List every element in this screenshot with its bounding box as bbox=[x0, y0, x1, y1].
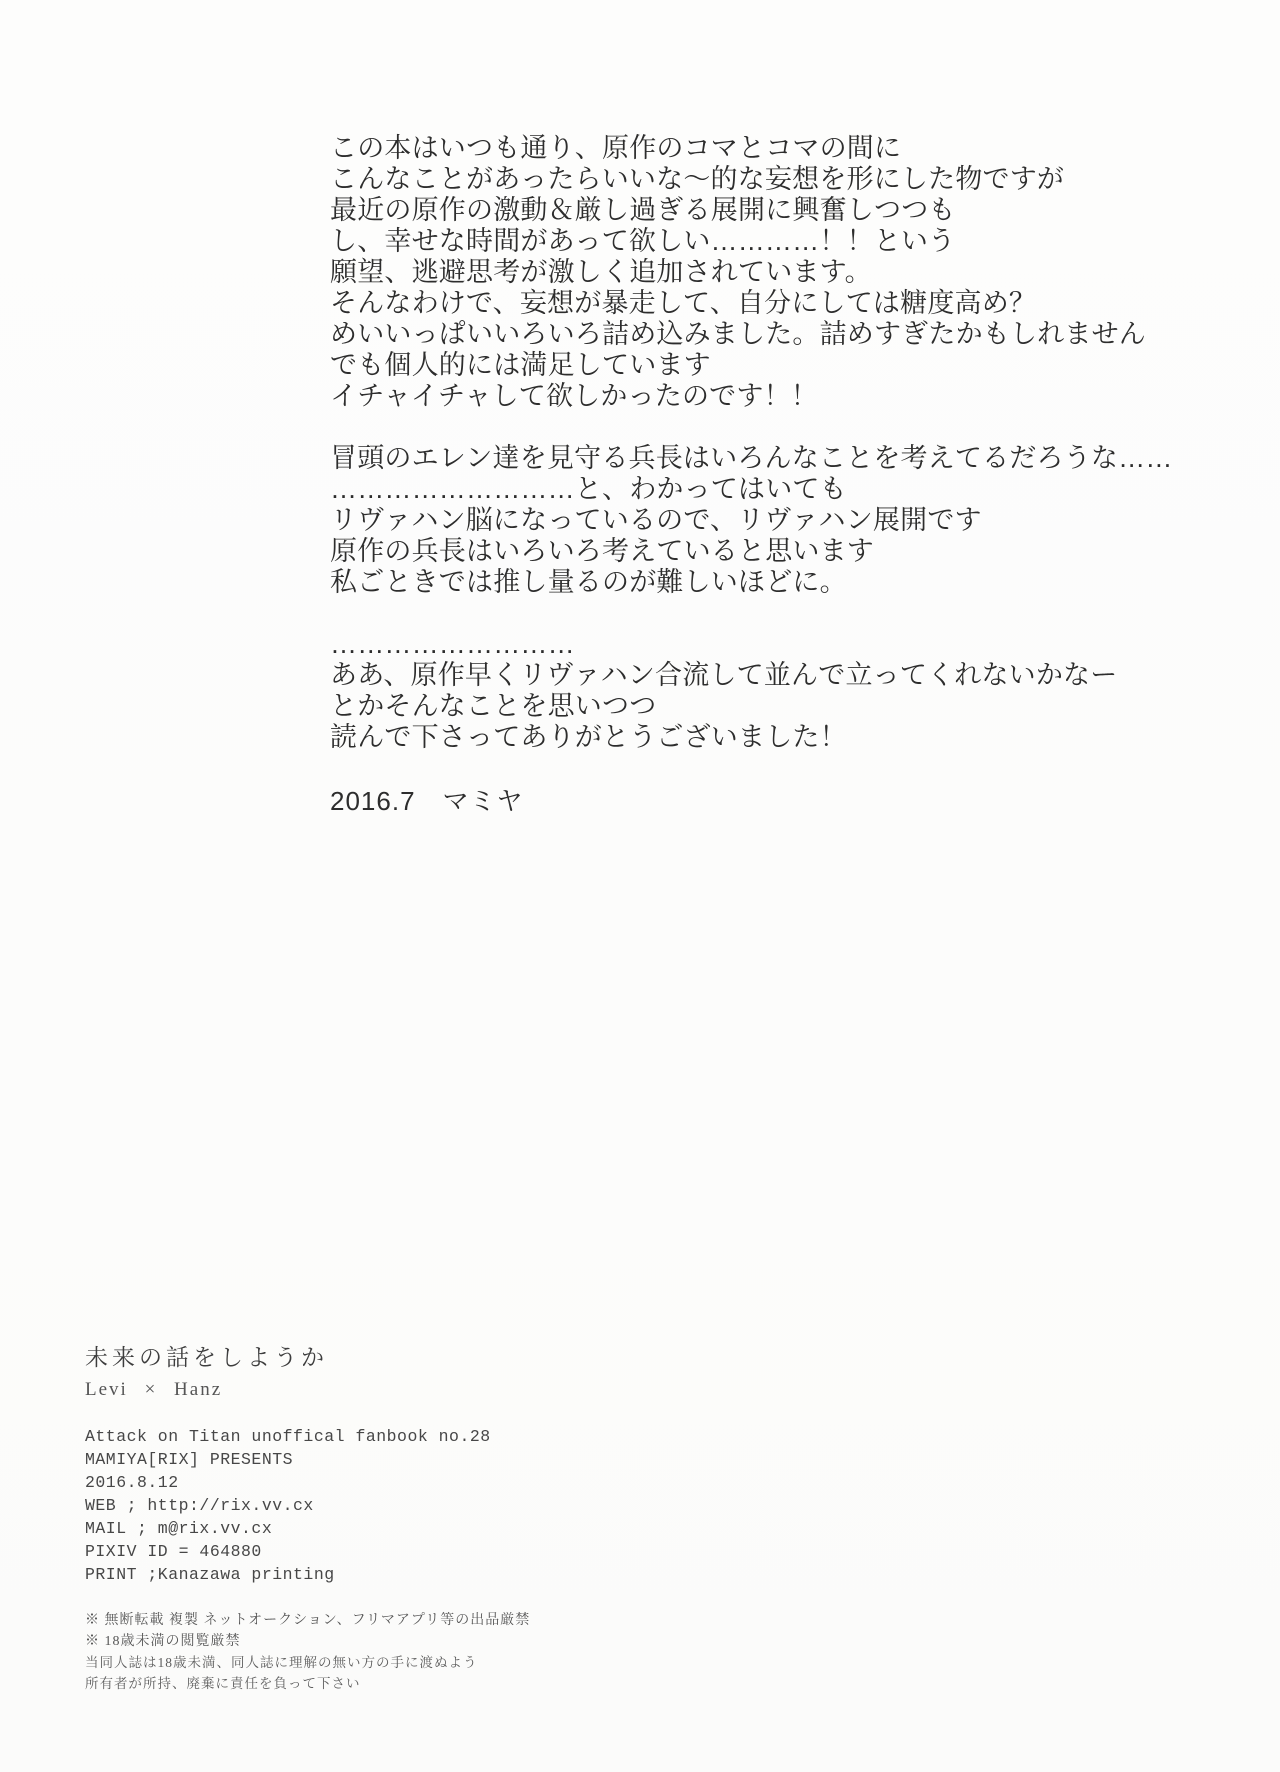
afterword-text-block bbox=[330, 133, 1173, 784]
afterword-line: 私ごときでは推し量るのが難しいほどに。 bbox=[330, 567, 847, 597]
credit-line: WEB ; http://rix.vv.cx bbox=[85, 1496, 314, 1515]
afterword-line: そんなわけで、妄想が暴走して、自分にしては糖度高め？ bbox=[330, 288, 1037, 318]
credits-list bbox=[85, 1425, 785, 1586]
afterword-line: めいいっぱいいろいろ詰め込みました。詰めすぎたかもしれません bbox=[330, 319, 1146, 349]
afterword-line bbox=[330, 412, 1090, 443]
credit-line: MAMIYA[RIX] PRESENTS bbox=[85, 1450, 294, 1469]
afterword-line bbox=[330, 598, 1090, 629]
pairing-label: Levi × Hanz bbox=[85, 1379, 223, 1400]
credit-line: Attack on Titan unoffical fanbook no.28 bbox=[85, 1427, 491, 1446]
afterword-line: ああ、原作早くリヴァハン合流して並んで立ってくれないかなー bbox=[330, 660, 1118, 690]
notice-line: ※ 無断転載 複製 ネットオークション、フリマアプリ等の出品厳禁 bbox=[85, 1613, 531, 1628]
notice-line: 所有者が所持、廃棄に責任を負って下さい bbox=[85, 1676, 361, 1691]
afterword-line: この本はいつも通り、原作のコマとコマの間に bbox=[330, 133, 902, 163]
credit-line: MAIL ; m@rix.vv.cx bbox=[85, 1519, 273, 1538]
afterword-line bbox=[330, 753, 1090, 784]
credit-line: PIXIV ID = 464880 bbox=[85, 1542, 262, 1561]
afterword-line: し、幸せな時間があって欲しい…………！！という bbox=[330, 226, 956, 256]
colophon-block bbox=[85, 1343, 785, 1694]
afterword-line: 原作の兵長はいろいろ考えていると思います bbox=[330, 536, 874, 566]
notice-line: ※ 18歳未満の閲覧厳禁 bbox=[85, 1634, 241, 1649]
notice-line: 当同人誌は18歳未満、同人誌に理解の無い方の手に渡ぬよう bbox=[85, 1655, 478, 1670]
afterword-line: こんなことがあったらいいな〜的な妄想を形にした物ですが bbox=[330, 164, 1065, 194]
credit-line: PRINT ;Kanazawa printing bbox=[85, 1565, 335, 1584]
afterword-line: ………………………と、わかってはいても bbox=[330, 474, 847, 504]
signature-line: 2016.7 マミヤ bbox=[330, 786, 524, 816]
doujin-title: 未来の話をしようか bbox=[85, 1345, 328, 1370]
afterword-line: 冒頭のエレン達を見守る兵長はいろんなことを考えてるだろうな…… bbox=[330, 443, 1173, 473]
afterword-line: でも個人的には満足しています bbox=[330, 350, 711, 380]
afterword-line: リヴァハン脳になっているので、リヴァハン展開です bbox=[330, 505, 982, 535]
afterword-line: 読んで下さってありがとうございました！ bbox=[330, 722, 847, 752]
afterword-line: とかそんなことを思いつつ bbox=[330, 691, 657, 721]
afterword-line: ……………………… bbox=[330, 629, 575, 659]
afterword-line: 最近の原作の激動＆厳し過ぎる展開に興奮しつつも bbox=[330, 195, 956, 225]
afterword-line: イチャイチャして欲しかったのです！！ bbox=[330, 381, 818, 411]
credit-line: 2016.8.12 bbox=[85, 1473, 179, 1492]
notices-list bbox=[85, 1610, 785, 1694]
afterword-line: 願望、逃避思考が激しく追加されています。 bbox=[330, 257, 872, 287]
